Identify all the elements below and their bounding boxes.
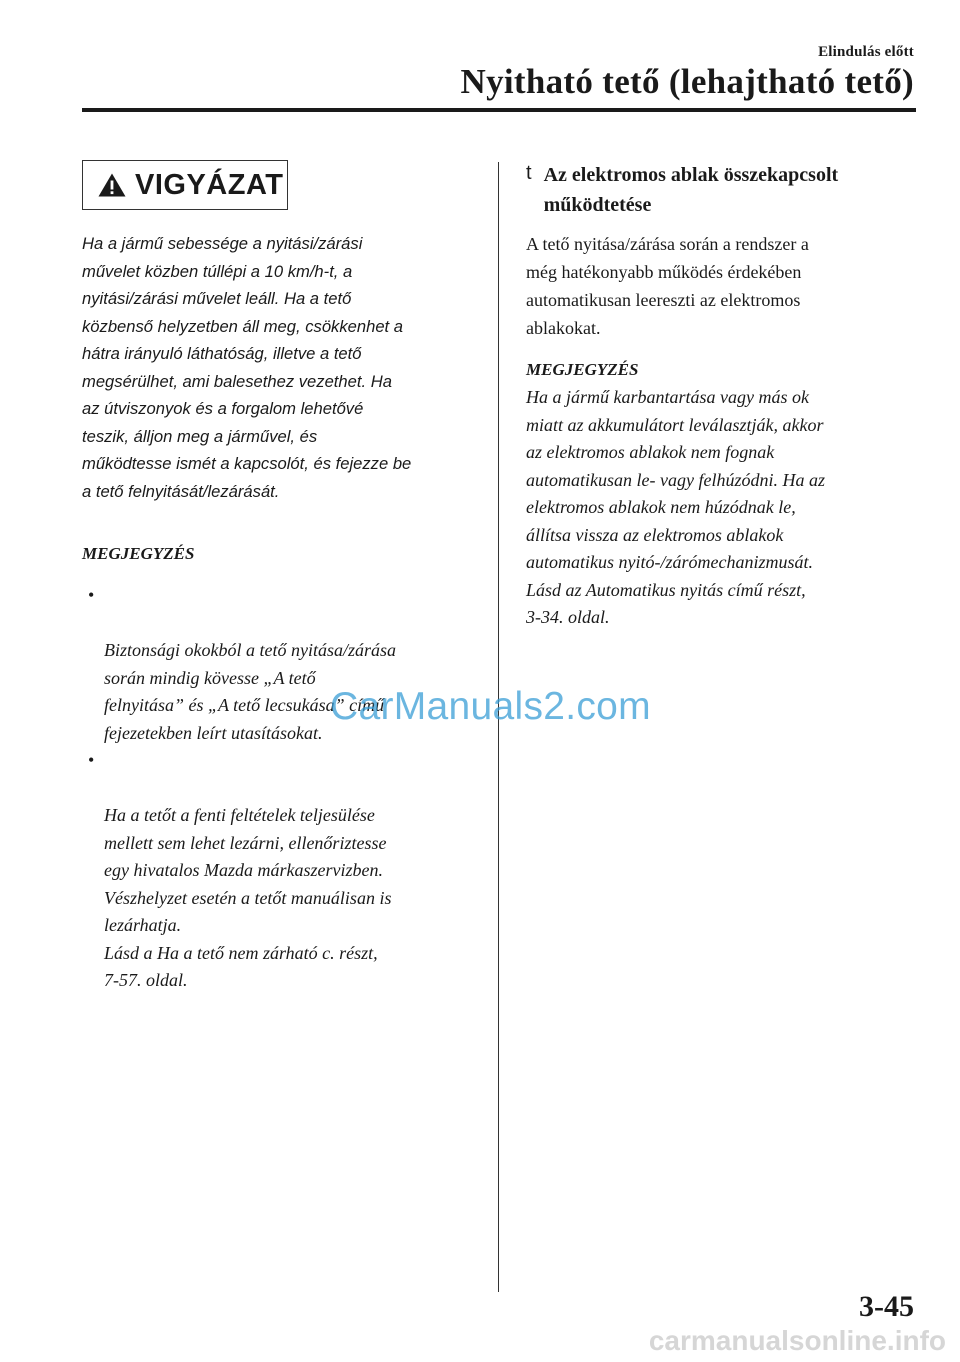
footer-watermark: carmanualsonline.info [648,1325,946,1356]
warning-text: Ha a jármű sebessége a nyitási/zárási művelet közben túllépi a 10 km/h-t, a nyitási/zárási művelet leáll. Ha a tető közbenső helyzetben áll meg, csökkenhet a hátra irányuló láthatóság, illetve a tető megsérülhet, ami balesethez vezethet. Ha az útviszonyok és a forgalom lehetővé teszik, álljon meg a járművel, és működtesse ismét a kapcsolót, és fejezze be a tető felnyitását/lezárását. [82,234,412,501]
header-divider [82,108,916,112]
note-bullet-text: Ha a tetőt a fenti feltételek teljesülése mellett sem lehet lezárni, ellenőriztesse egy hivatalos Mazda márkaszervizben. Vészhelyzet esetén a tetőt manuálisan is lezárhatja. Lásd a Ha a tető nem zárható c. részt, 7-57. oldal. [104,805,392,990]
note-title: MEGJEGYZÉS [526,360,639,379]
subsection-marker-icon: t [526,162,532,184]
right-column [526,160,906,632]
bullet-icon: • [88,750,95,770]
subsection-heading [526,160,906,220]
body-paragraph: A tető nyitása/zárása során a rendszer a még hatékonyabb működés érdekében automatikusan leereszti az elektromos ablakokat. [526,234,809,338]
page-title: Nyitható tető (lehajtható tető) [460,62,914,101]
left-column [82,160,470,995]
warning-label: VIGYÁZAT [135,168,284,201]
note-bullet-item [82,747,470,995]
subsection-title: Az elektromos ablak összekapcsolt működtetése [543,164,839,216]
section-label: Elindulás előtt [818,44,914,60]
warning-triangle-icon [97,172,127,198]
note-bullet-list [82,582,470,995]
warning-box [82,160,288,210]
watermark-text: CarManuals2.com [330,685,651,728]
note-bullet-text: Biztonsági okokból a tető nyitása/zárása során mindig kövesse „A tető felnyitása” és „A tető lecsukása” című fejezetekben leírt utasításokat. [104,640,396,743]
bullet-icon: • [88,585,95,605]
note-title: MEGJEGYZÉS [82,544,195,563]
note-text: Ha a jármű karbantartása vagy más ok miatt az akkumulátort leválasztják, akkor az elektromos ablakok nem fognak automatikusan le- vagy felhúzódni. Ha az elektromos ablakok nem húzódnak le, állítsa vissza az elektromos ablakok automatikus nyitó-/zárómechanizmusát. Lásd az Automatikus nyitás című részt, 3-34. oldal. [526,387,825,627]
page-number: 3-45 [859,1290,914,1323]
